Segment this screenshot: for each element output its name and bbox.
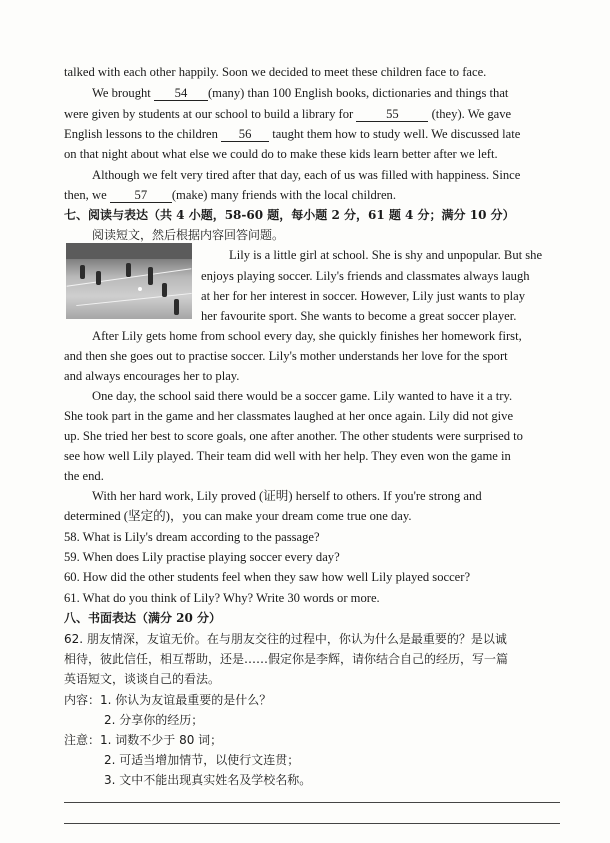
question-59: 59. When does Lily practise playing soccer every day? xyxy=(64,550,340,564)
text-segment: We brought xyxy=(92,86,151,100)
text-line: One day, the school said there would be a soccer game. Lily wanted to have it a try. xyxy=(92,389,513,403)
text-line xyxy=(64,126,560,143)
player-figure xyxy=(174,299,179,315)
text-segment: (make) many friends with the local children. xyxy=(171,188,396,202)
text-segment: taught them how to study well. We discussed late xyxy=(272,127,521,141)
player-figure xyxy=(148,267,153,285)
soccer-photo xyxy=(66,243,192,319)
text-line: talked with each other happily. Soon we decided to meet these children face to face. xyxy=(64,65,487,79)
text-line: Lily is a little girl at school. She is shy and unpopular. But she xyxy=(229,248,543,262)
writing-prompt-line: 相待，彼此信任，相互帮助，还是……假定你是李辉，请你结合自己的经历，写一篇 xyxy=(64,652,509,666)
text-segment: (many) than 100 English books, dictionaries and things that xyxy=(207,86,509,100)
answer-blank-56: 56 xyxy=(221,128,269,142)
section-heading: 八、书面表达（满分 20 分） xyxy=(64,611,222,625)
text-segment: (they). We gave xyxy=(431,107,512,121)
note-item: 2. 可适当增加情节，以使行文连贯； xyxy=(104,753,300,767)
text-line xyxy=(64,106,560,123)
player-figure xyxy=(80,265,85,279)
section-instruction: 阅读短文，然后根据内容回答问题。 xyxy=(92,228,285,242)
player-figure xyxy=(162,283,167,297)
section-heading: 七、阅读与表达（共 4 小题，58-60 题，每小题 2 分，61 题 4 分；满分 10 分） xyxy=(64,208,515,222)
answer-blank-57: 57 xyxy=(110,189,172,203)
note-item: 1. 词数不少于 80 词； xyxy=(100,733,223,747)
text-line: She took part in the game and her classmates laughed at her once again. Lily did not give xyxy=(64,409,514,423)
text-line: and then she goes out to practise soccer. Lily's mother understands her love for the sport xyxy=(64,349,508,363)
writing-line xyxy=(64,823,560,824)
text-line: see how well Lily played. Their team did well with her help. They even won the game in xyxy=(64,449,511,463)
text-line: up. She tried her best to score goals, one after another. The other students were surprised to xyxy=(64,429,523,443)
player-figure xyxy=(126,263,131,277)
text-segment: English lessons to the children xyxy=(64,127,218,141)
ball xyxy=(138,287,142,291)
player-figure xyxy=(96,271,101,285)
note-requirement xyxy=(64,732,560,749)
text-line xyxy=(92,85,560,102)
content-requirement xyxy=(64,692,560,709)
content-label: 内容： xyxy=(64,693,101,707)
text-line xyxy=(64,187,560,204)
writing-prompt-line: 62. 朋友情深，友谊无价。在与朋友交往的过程中，你认为什么是最重要的？是以诚 xyxy=(64,632,507,646)
text-line: on that night about what else we could do to make these kids learn better after we left. xyxy=(64,147,498,161)
text-line: After Lily gets home from school every day, she quickly finishes her homework first, xyxy=(92,329,522,343)
content-item: 1. 你认为友谊最重要的是什么？ xyxy=(100,693,272,707)
text-line: and always encourages her to play. xyxy=(64,369,240,383)
note-label: 注意： xyxy=(64,733,101,747)
text-line: Although we felt very tired after that day, each of us was filled with happiness. Since xyxy=(92,168,521,182)
content-item: 2. 分享你的经历； xyxy=(104,713,204,727)
question-58: 58. What is Lily's dream according to the passage? xyxy=(64,530,320,544)
text-line: enjoys playing soccer. Lily's friends and classmates always laugh xyxy=(201,269,530,283)
text-segment: then, we xyxy=(64,188,107,202)
text-line: the end. xyxy=(64,469,104,483)
text-line: at her for her interest in soccer. However, Lily just wants to play xyxy=(201,289,526,303)
question-60: 60. How did the other students feel when they saw how well Lily played soccer? xyxy=(64,570,471,584)
writing-prompt-line: 英语短文，谈谈自己的看法。 xyxy=(64,672,221,686)
text-segment: were given by students at our school to build a library for xyxy=(64,107,354,121)
text-line: determined (坚定的)，you can make your dream come true one day. xyxy=(64,509,412,523)
text-line: her favourite sport. She wants to become a great soccer player. xyxy=(201,309,517,323)
text-line: With her hard work, Lily proved (证明) herself to others. If you're strong and xyxy=(92,489,482,503)
answer-blank-55: 55 xyxy=(356,108,428,122)
stadium-stand xyxy=(66,243,192,259)
writing-line xyxy=(64,802,560,803)
question-61: 61. What do you think of Lily? Why? Write 30 words or more. xyxy=(64,591,380,605)
answer-blank-54: 54 xyxy=(154,87,208,101)
note-item: 3. 文中不能出现真实姓名及学校名称。 xyxy=(104,773,312,787)
